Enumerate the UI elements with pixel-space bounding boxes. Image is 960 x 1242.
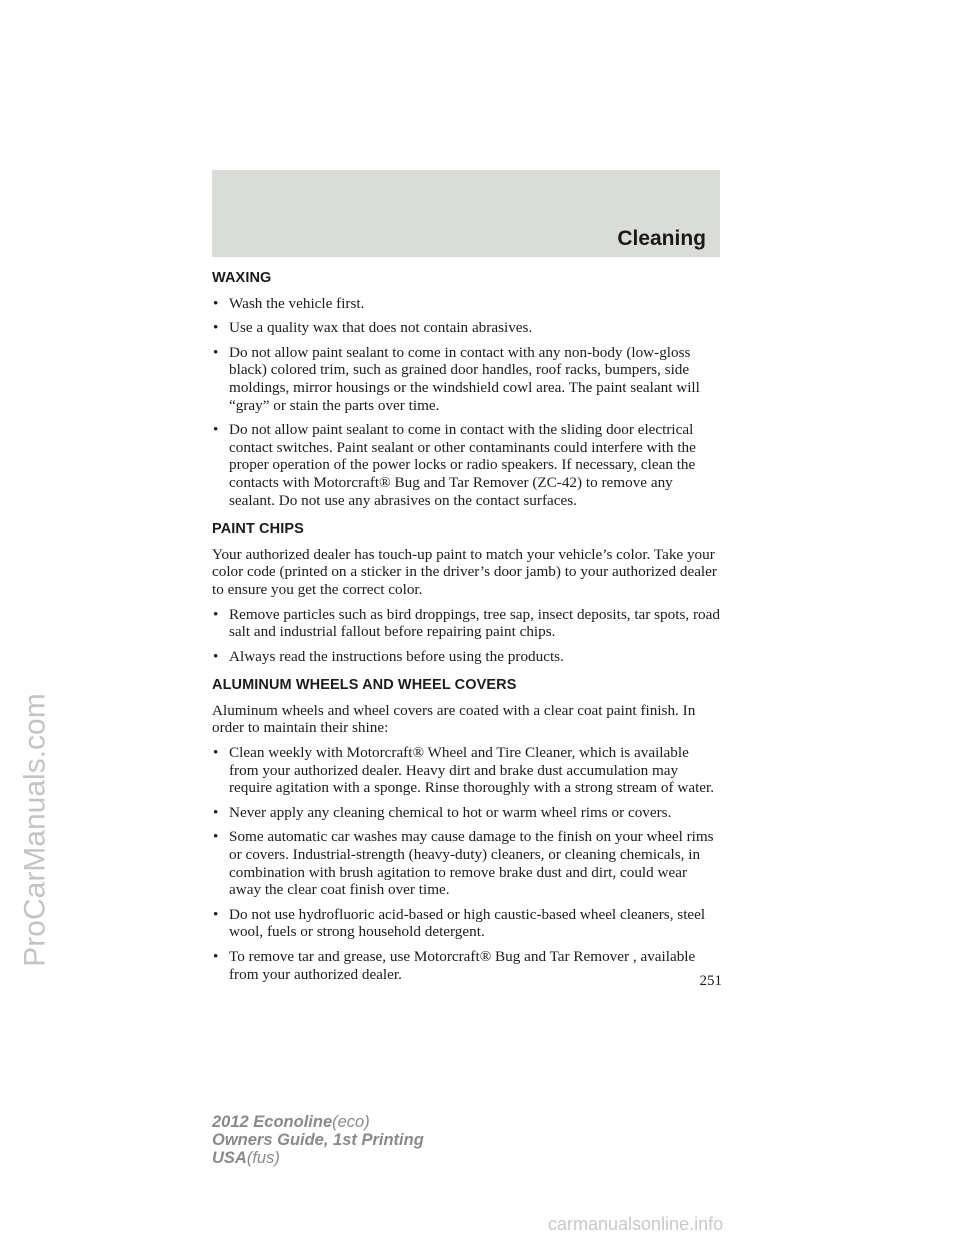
bullet-marker: • (213, 319, 219, 337)
page-number: 251 (699, 973, 722, 989)
bullet-marker: • (213, 803, 219, 821)
bullet-marker: • (213, 421, 219, 439)
bullet-text: Wash the vehicle first. (229, 294, 365, 312)
bullet-item (212, 828, 722, 898)
bullet-item (212, 606, 722, 641)
page-content (212, 270, 722, 995)
footer-model: 2012 Econoline (212, 1113, 333, 1131)
bullet-marker: • (213, 905, 219, 923)
footer-line-1 (212, 1113, 424, 1131)
bullet-item (212, 648, 722, 666)
bullet-list (212, 606, 722, 666)
bullet-marker: • (213, 828, 219, 846)
bullet-list (212, 295, 722, 510)
side-watermark-text: ProCarManuals.com (19, 693, 52, 967)
bullet-text: To remove tar and grease, use Motorcraft® Bug and Tar Remover , available from your authorized dealer. (229, 948, 696, 983)
bullet-text: Some automatic car washes may cause damage to the finish on your wheel rims or covers. Industrial-strength (heavy-duty) cleaners, or cleaning chemicals, in combination with brush agitation to remove brake dust and dirt, could wear away the clear coat finish over time. (229, 828, 714, 899)
section-title: Cleaning (617, 227, 706, 250)
bullet-text: Do not allow paint sealant to come in contact with any non-body (low-gloss black) colored trim, such as grained door handles, roof racks, bumpers, side moldings, mirror housings or the windshield cowl area. The paint sealant will “gray” or stain the parts over time. (229, 343, 700, 414)
bullet-text: Use a quality wax that does not contain abrasives. (229, 319, 533, 337)
footer-imprint (212, 1113, 424, 1167)
section-heading: PAINT CHIPS (212, 521, 304, 538)
footer-line-2 (212, 1131, 424, 1149)
side-watermark (6, 510, 66, 1150)
bullet-text: Remove particles such as bird droppings, tree sap, insect deposits, tar spots, road salt and industrial fallout before repairing paint chips. (229, 605, 720, 641)
section-heading: WAXING (212, 270, 272, 286)
bullet-marker: • (213, 343, 219, 361)
section-header-band (212, 170, 720, 257)
body-paragraph: Your authorized dealer has touch-up paint to match your vehicle’s color. Take your color code (printed on a sticker in the driver’s door jamb) to your authorized dealer to ensure you get the correct color. (212, 545, 717, 598)
footer-market: USA (212, 1149, 247, 1167)
footer-edition: Owners Guide, 1st Printing (212, 1131, 424, 1149)
body-paragraph: Aluminum wheels and wheel covers are coated with a clear coat paint finish. In order to maintain their shine: (212, 701, 696, 737)
bullet-marker: • (213, 647, 219, 665)
bullet-item (212, 804, 722, 822)
bullet-item (212, 421, 722, 509)
bullet-text: Clean weekly with Motorcraft® Wheel and Tire Cleaner, which is available from your authorized dealer. Heavy dirt and brake dust accumulation may require agitation with a sponge. Rinse thoroughly with a strong stream of water. (229, 744, 715, 797)
section-heading: ALUMINUM WHEELS AND WHEEL COVERS (212, 677, 517, 694)
bullet-marker: • (213, 744, 219, 762)
bullet-marker: • (213, 605, 219, 623)
bullet-item (212, 948, 722, 983)
bullet-item (212, 319, 722, 337)
bullet-text: Never apply any cleaning chemical to hot or warm wheel rims or covers. (229, 803, 672, 821)
bullet-item (212, 295, 722, 313)
bullet-list (212, 744, 722, 983)
bottom-watermark: carmanualsonline.info (548, 1214, 724, 1234)
bullet-item (212, 906, 722, 941)
footer-model-code: (eco) (332, 1113, 370, 1131)
footer-market-code: (fus) (246, 1149, 280, 1167)
bullet-item (212, 344, 722, 414)
bullet-text: Do not allow paint sealant to come in contact with the sliding door electrical contact switches. Paint sealant or other contaminants could interfere with the proper operation of the power locks or radio speakers. If necessary, clean the contacts with Motorcraft® Bug and Tar Remover (ZC-42) to remove any sealant. Do not use any abrasives on the contact surfaces. (229, 421, 696, 509)
bullet-item (212, 744, 722, 797)
bullet-text: Always read the instructions before using the products. (229, 647, 564, 665)
bullet-marker: • (213, 294, 219, 312)
bullet-marker: • (213, 948, 219, 965)
footer-line-3 (212, 1149, 424, 1167)
bullet-text: Do not use hydrofluoric acid-based or high caustic-based wheel cleaners, steel wool, fuels or strong household detergent. (229, 905, 706, 941)
